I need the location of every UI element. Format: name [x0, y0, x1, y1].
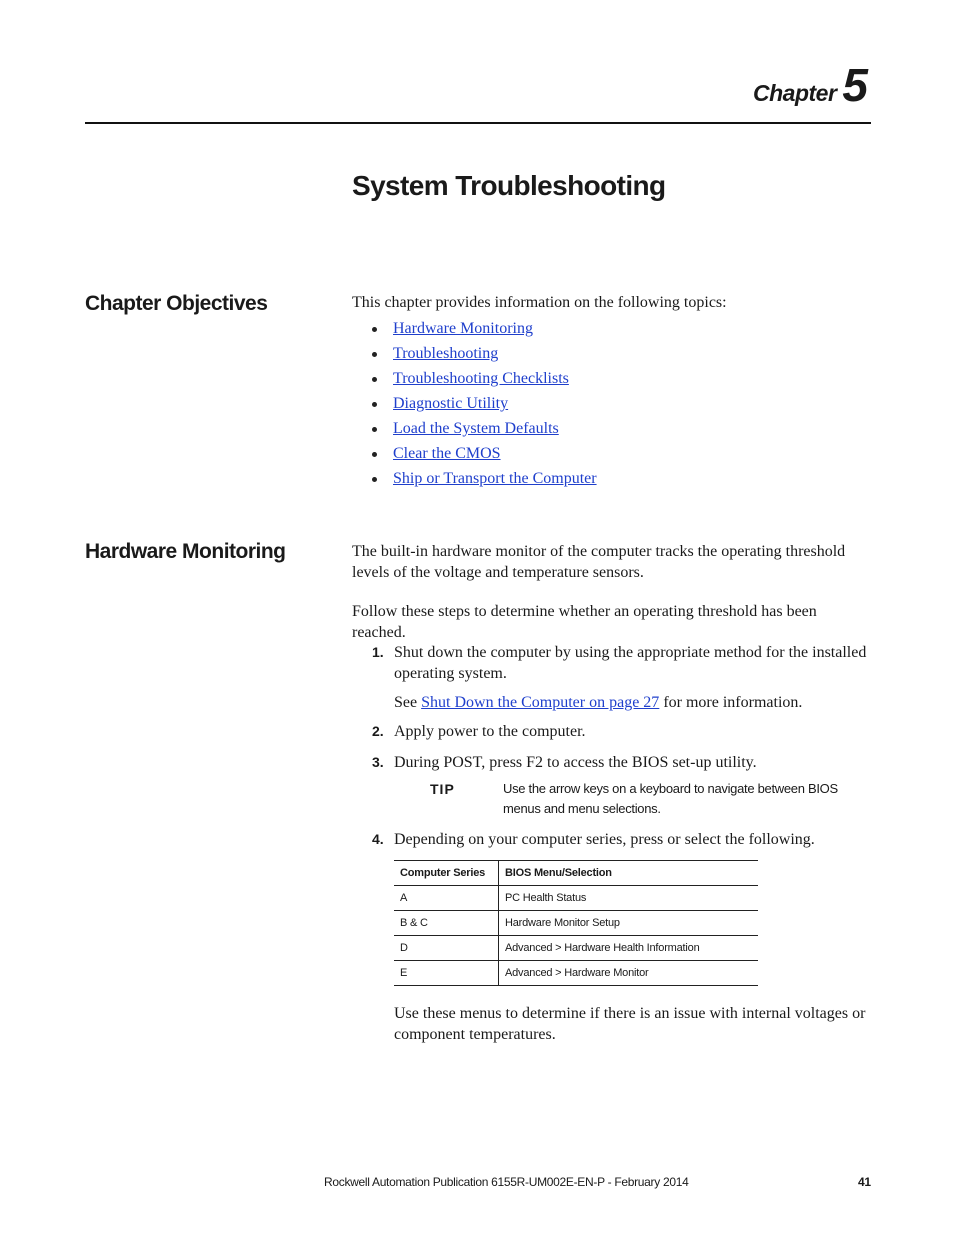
step-2 [372, 721, 872, 742]
topic-link-troubleshooting-checklists[interactable]: Troubleshooting Checklists [393, 370, 569, 387]
table-cell: Advanced > Hardware Monitor [499, 961, 759, 986]
tip-label: TIP [430, 781, 455, 797]
list-item [372, 343, 597, 368]
step-text: Shut down the computer by using the appropriate method for the installed operating system. [394, 644, 867, 682]
chapter-label: Chapter [753, 80, 837, 106]
bullet-icon [372, 402, 377, 407]
list-item [372, 443, 597, 468]
list-item [372, 393, 597, 418]
table-row [394, 911, 758, 936]
step-number: 4. [372, 831, 384, 847]
footer-publication: Rockwell Automation Publication 6155R-UM002E-EN-P - February 2014 [324, 1175, 689, 1189]
hardware-heading: Hardware Monitoring [85, 540, 286, 563]
bullet-icon [372, 427, 377, 432]
table-cell: Hardware Monitor Setup [499, 911, 759, 936]
list-item [372, 368, 597, 393]
bullet-icon [372, 477, 377, 482]
page-number: 41 [858, 1175, 871, 1189]
step-1 [372, 642, 872, 684]
step-text: Apply power to the computer. [394, 723, 586, 740]
topic-link-ship-transport[interactable]: Ship or Transport the Computer [393, 470, 597, 487]
table-row [394, 886, 758, 911]
step-4 [372, 829, 872, 850]
topic-link-diagnostic-utility[interactable]: Diagnostic Utility [393, 395, 509, 412]
closing-paragraph: Use these menus to determine if there is an issue with internal voltages or component temperatures. [394, 1005, 866, 1043]
step-3 [372, 752, 872, 773]
table-cell: Advanced > Hardware Health Information [499, 936, 759, 961]
list-item [372, 468, 597, 493]
step-text: During POST, press F2 to access the BIOS set-up utility. [394, 754, 757, 771]
objectives-heading: Chapter Objectives [85, 292, 268, 315]
column-header-series: Computer Series [394, 861, 499, 886]
step-number: 1. [372, 644, 384, 660]
see-prefix: See [394, 694, 422, 711]
shutdown-link[interactable]: Shut Down the Computer on page 27 [421, 694, 660, 711]
chapter-number: 5 [842, 59, 868, 111]
tip-text: Use the arrow keys on a keyboard to navigate between BIOS menus and menu selections. [503, 781, 838, 816]
list-item [372, 418, 597, 443]
topic-link-clear-cmos[interactable]: Clear the CMOS [393, 445, 501, 462]
table-row [394, 936, 758, 961]
step-number: 2. [372, 723, 384, 739]
table-cell: PC Health Status [499, 886, 759, 911]
header-rule [85, 122, 871, 124]
bios-table [394, 860, 758, 986]
bullet-icon [372, 452, 377, 457]
see-reference [394, 692, 874, 713]
page-title: System Troubleshooting [352, 170, 666, 201]
objectives-intro: This chapter provides information on the following topics: [352, 294, 727, 311]
bullet-icon [372, 377, 377, 382]
hardware-paragraph-2: Follow these steps to determine whether an operating threshold has been reached. [352, 603, 817, 641]
table-cell: B & C [394, 911, 499, 936]
table-header-row [394, 861, 758, 886]
column-header-bios: BIOS Menu/Selection [499, 861, 759, 886]
chapter-header [753, 59, 868, 111]
hardware-paragraph-1: The built-in hardware monitor of the computer tracks the operating threshold levels of the voltage and temperature sensors. [352, 543, 846, 581]
topic-link-load-defaults[interactable]: Load the System Defaults [393, 420, 559, 437]
table-cell: E [394, 961, 499, 986]
list-item [372, 318, 597, 343]
bullet-icon [372, 352, 377, 357]
table-cell: D [394, 936, 499, 961]
table-cell: A [394, 886, 499, 911]
step-number: 3. [372, 754, 384, 770]
see-suffix: for more information. [659, 694, 803, 711]
table-row [394, 961, 758, 986]
topic-list [372, 318, 597, 493]
step-text: Depending on your computer series, press or select the following. [394, 831, 815, 848]
bullet-icon [372, 327, 377, 332]
topic-link-hardware-monitoring[interactable]: Hardware Monitoring [393, 320, 533, 337]
topic-link-troubleshooting[interactable]: Troubleshooting [393, 345, 499, 362]
